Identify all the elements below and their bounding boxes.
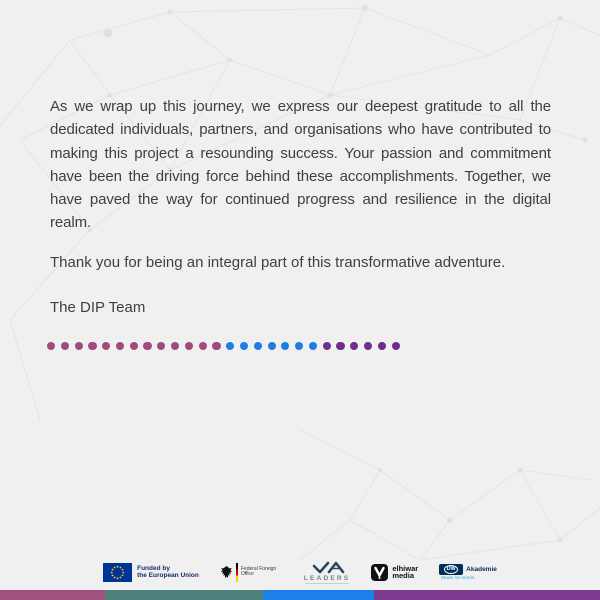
dot	[212, 342, 220, 350]
eu-funding-line1: Funded by	[137, 564, 170, 572]
dot	[336, 342, 344, 350]
dot	[199, 342, 207, 350]
dot	[157, 342, 165, 350]
german-eagle-icon	[220, 565, 233, 580]
federal-foreign-office-label: Federal Foreign Office	[240, 565, 277, 577]
signature: The DIP Team	[50, 299, 146, 316]
elhiwar-line2: media	[392, 571, 415, 580]
dw-akademie-label: Akademie	[466, 565, 497, 573]
dot	[281, 342, 289, 350]
color-bar-segment	[374, 590, 600, 600]
eu-funding-text	[137, 565, 199, 580]
elhiwar-media-logo	[371, 564, 418, 581]
dot	[254, 342, 262, 350]
color-bar-segment	[263, 590, 373, 600]
dot	[47, 342, 55, 350]
dw-tagline: Made for minds.	[441, 575, 476, 581]
german-flag-bar	[236, 563, 238, 582]
eu-funded-logo	[103, 563, 199, 582]
dot	[268, 342, 276, 350]
thank-you-line: Thank you for being an integral part of this transformative adventure.	[50, 254, 506, 271]
leaders-label: LEADERS	[303, 574, 351, 582]
color-bar-segment	[0, 590, 105, 600]
dot	[392, 342, 400, 350]
bottom-color-bar	[0, 590, 600, 600]
leaders-chevron-icon	[306, 561, 348, 574]
leaders-tagline-rule	[305, 583, 349, 584]
dot	[350, 342, 358, 350]
dot	[88, 342, 96, 350]
leaders-logo	[304, 561, 350, 584]
dot	[323, 342, 331, 350]
gratitude-paragraph: As we wrap up this journey, we express our deepest gratitude to all the dedicated individuals, partners, and organisations who have contributed to making this project a resounding success. Your passion and commitment have been the driving force behind these accomplishments. Together, we have paved the way for continued progress and resilience in the digital realm.	[50, 98, 551, 232]
dot	[226, 342, 234, 350]
dw-initials: DW	[444, 565, 458, 574]
dot	[143, 342, 151, 350]
decorative-dot-row	[47, 342, 400, 350]
dot	[171, 342, 179, 350]
dot	[240, 342, 248, 350]
dot	[378, 342, 386, 350]
elhiwar-line1: elhiwar	[392, 564, 419, 573]
dot	[295, 342, 303, 350]
dot	[364, 342, 372, 350]
dot	[309, 342, 317, 350]
dot	[116, 342, 124, 350]
eu-funding-line2: the European Union	[137, 572, 199, 579]
dot	[102, 342, 110, 350]
dot	[75, 342, 83, 350]
elhiwar-badge-icon	[371, 564, 388, 581]
eu-flag-icon	[103, 563, 132, 582]
dot	[130, 342, 138, 350]
dw-badge-icon	[439, 564, 463, 575]
dot	[61, 342, 69, 350]
color-bar-segment	[105, 590, 263, 600]
dw-akademie-logo	[439, 564, 497, 581]
elhiwar-media-label	[392, 565, 418, 579]
federal-foreign-office-logo	[220, 563, 283, 582]
dot	[185, 342, 193, 350]
partner-logos-row	[0, 554, 600, 590]
